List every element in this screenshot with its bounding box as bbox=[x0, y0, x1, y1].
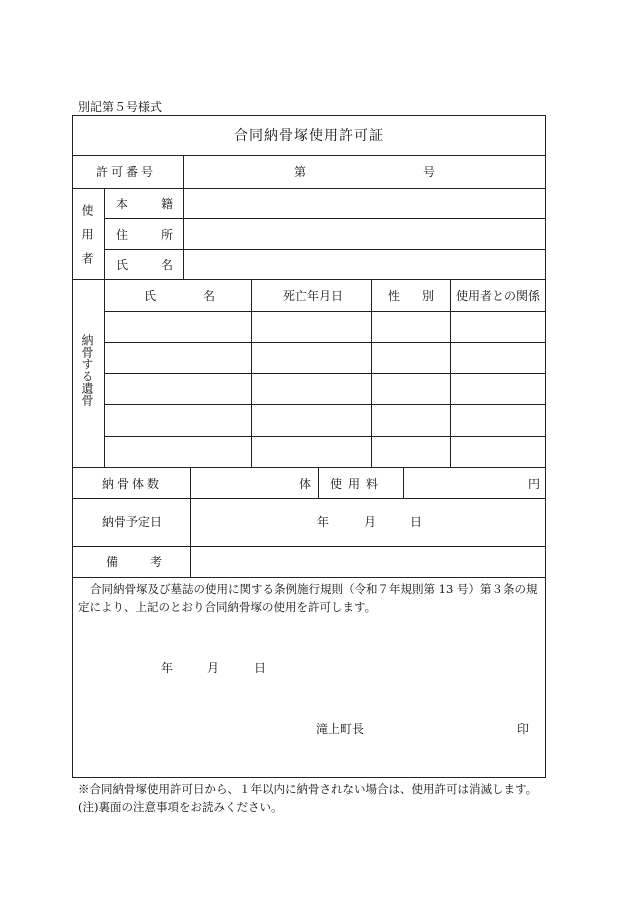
statement-month: 月 bbox=[207, 661, 220, 675]
divider bbox=[72, 188, 546, 189]
statement-line-1: 合同納骨塚及び墓誌の使用に関する条例施行規則（令和７年規則第 13 号）第３条の規 bbox=[90, 582, 538, 596]
fee-unit: 円 bbox=[528, 477, 541, 491]
divider bbox=[183, 155, 184, 279]
seal-mark: 印 bbox=[517, 722, 530, 736]
divider bbox=[104, 249, 546, 250]
remarks-label-a: 備 bbox=[106, 555, 119, 569]
divider bbox=[72, 279, 546, 280]
honseki-label-b: 籍 bbox=[161, 197, 174, 211]
divider bbox=[72, 546, 546, 547]
divider bbox=[104, 373, 546, 374]
remains-group-label: 納骨する遺骨 bbox=[80, 334, 94, 406]
statement-year: 年 bbox=[161, 661, 174, 675]
remains-header-relation: 使用者との関係 bbox=[456, 289, 541, 303]
divider bbox=[318, 467, 319, 498]
divider bbox=[104, 436, 546, 437]
remains-header-name-a: 氏 bbox=[144, 289, 157, 303]
name-label-a: 氏 bbox=[116, 258, 129, 272]
count-label: 納骨体数 bbox=[102, 477, 163, 491]
form-title: 合同納骨塚使用許可証 bbox=[234, 128, 384, 144]
divider bbox=[104, 218, 546, 219]
divider bbox=[104, 188, 105, 279]
permit-number-label: 許可番号 bbox=[96, 165, 157, 179]
remains-header-name-b: 名 bbox=[203, 289, 216, 303]
scheduled-date-label: 納骨予定日 bbox=[102, 515, 163, 529]
divider bbox=[190, 467, 191, 577]
divider bbox=[72, 467, 546, 468]
name-label-b: 名 bbox=[161, 258, 174, 272]
remains-header-sex-b: 別 bbox=[422, 289, 435, 303]
issuer-name: 滝上町長 bbox=[316, 722, 365, 736]
scheduled-day: 日 bbox=[410, 515, 423, 529]
permit-go: 号 bbox=[423, 165, 436, 179]
scheduled-year: 年 bbox=[317, 515, 330, 529]
user-group-label: 使用者 bbox=[80, 204, 94, 276]
statement-day: 日 bbox=[254, 661, 267, 675]
divider bbox=[104, 311, 546, 312]
count-unit: 体 bbox=[299, 477, 312, 491]
permit-dai: 第 bbox=[294, 165, 307, 179]
divider bbox=[72, 577, 546, 578]
remains-header-sex-a: 性 bbox=[388, 289, 401, 303]
divider bbox=[104, 404, 546, 405]
divider bbox=[72, 155, 546, 156]
address-label-a: 住 bbox=[116, 228, 129, 242]
statement-line-2: 定により、上記のとおり合同納骨塚の使用を許可します。 bbox=[78, 600, 377, 614]
scheduled-month: 月 bbox=[364, 515, 377, 529]
divider bbox=[403, 467, 404, 498]
remarks-label-b: 考 bbox=[150, 555, 163, 569]
divider bbox=[104, 342, 546, 343]
address-label-b: 所 bbox=[161, 228, 174, 242]
divider bbox=[72, 498, 546, 499]
permit-form-frame bbox=[72, 115, 546, 778]
footnote-1: ※合同納骨塚使用許可日から、１年以内に納骨されない場合は、使用許可は消滅します。 bbox=[78, 782, 538, 796]
form-id: 別記第５号様式 bbox=[78, 100, 163, 114]
remains-header-death: 死亡年月日 bbox=[283, 289, 344, 303]
footnote-2: (注)裏面の注意事項をお読みください。 bbox=[78, 800, 283, 814]
fee-label: 使用料 bbox=[330, 477, 385, 491]
honseki-label-a: 本 bbox=[116, 197, 129, 211]
